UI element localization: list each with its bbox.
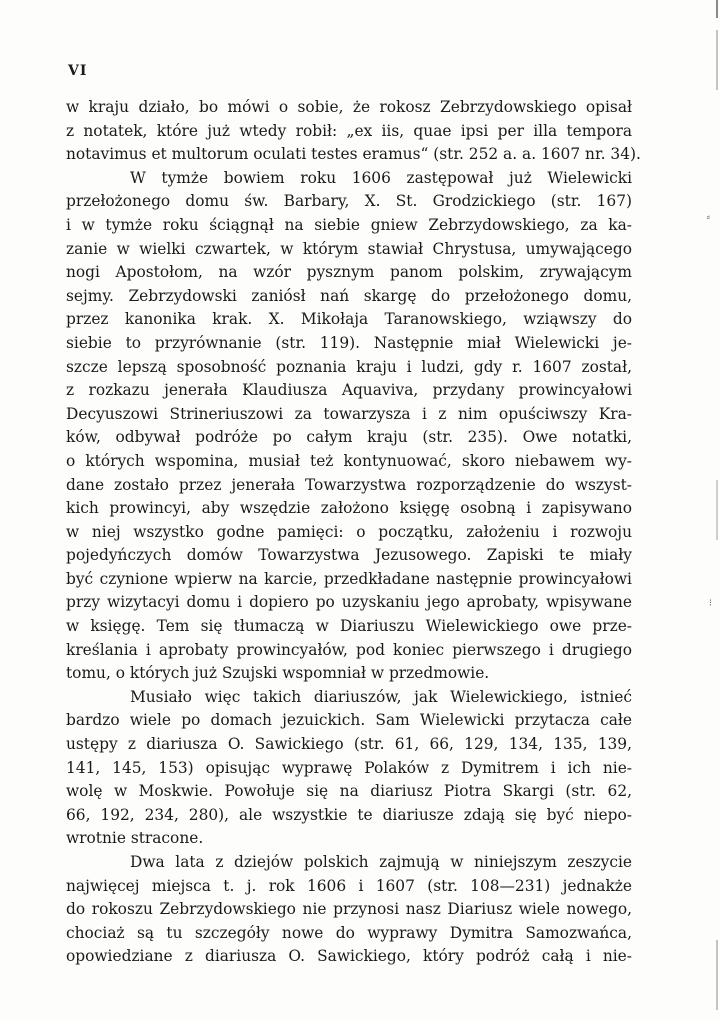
text-line: ustępy z diariusza O. Sawickiego (str. 61, 66, 129, 134, 135, 139, bbox=[66, 735, 632, 754]
text-line: wrotnie stracone. bbox=[66, 829, 204, 848]
text-line: pojedyńczych domów Towarzystwa Jezusowego. Zapiski te miały bbox=[66, 546, 632, 565]
text-line: Decyuszowi Strineriuszowi za towarzysza i z nim opuściwszy Kra- bbox=[66, 404, 632, 423]
text-line: nogi Apostołom, na wzór pysznym panom polskim, zrywającym bbox=[66, 263, 632, 282]
text-line: być czynione wpierw na karcie, przedkładane następnie prowincyałowi bbox=[66, 569, 632, 588]
text-line: kreślania i aprobaty prowincyałów, pod koniec pierwszego i drugiego bbox=[66, 640, 632, 659]
text-line: najwięcej miejsca t. j. rok 1606 i 1607 (str. 108—231) jednakże bbox=[66, 876, 632, 895]
text-line: notavimus et multorum oculati testes eramus“ (str. 252 a. a. 1607 nr. 34). bbox=[66, 145, 641, 164]
text-line: w kraju działo, bo mówi o sobie, że rokosz Zebrzydowskiego opisał bbox=[66, 98, 632, 116]
text-line: przez kanonika krak. X. Mikołaja Taranowskiego, wziąwszy do bbox=[66, 310, 632, 329]
text-line: zanie w wielki czwartek, w którym stawiał Chrystusa, umywającego bbox=[66, 239, 632, 258]
text-line: 66, 192, 234, 280), ale wszystkie te diariusze zdają się być niepo- bbox=[66, 805, 632, 824]
text-line: z notatek, które już wtedy robił: „ex iis, quae ipsi per illa tempora bbox=[66, 121, 632, 140]
scan-edge-mark bbox=[716, 30, 718, 90]
text-line: bardzo wiele po domach jezuickich. Sam Wielewicki przytacza całe bbox=[66, 711, 632, 730]
paragraph-first-line: Dwa lata z dziejów polskich zajmują w niniejszym zeszycie bbox=[130, 853, 632, 871]
scan-speck: ⁝ bbox=[708, 598, 712, 609]
text-line: przełożonego domu św. Barbary, X. St. Grodzickiego (str. 167) bbox=[66, 192, 632, 211]
text-line: z rozkazu jenerała Klaudiusza Aquaviva, przydany prowincyałowi bbox=[66, 381, 632, 400]
text-line: w niej wszystko godne pamięci: o początku, założeniu i rozwoju bbox=[66, 522, 632, 541]
scan-speck: ⸗ bbox=[706, 212, 710, 223]
text-line: o których wspomina, musiał też kontynuować, skoro niebawem wy- bbox=[66, 451, 632, 470]
text-line: ków, odbywał podróże po całym kraju (str. 235). Owe notatki, bbox=[66, 428, 632, 447]
scan-edge-mark bbox=[716, 0, 718, 18]
paragraph-first-line: Musiało więc takich diariuszów, jak Wielewickiego, istnieć bbox=[130, 687, 632, 706]
text-line: i w tymże roku ściągnął na siebie gniew Zebrzydowskiego, za ka- bbox=[66, 215, 632, 234]
text-line: 141, 145, 153) opisując wyprawę Polaków z Dymitrem i ich nie- bbox=[66, 758, 632, 777]
scan-edge-mark bbox=[716, 480, 718, 540]
page-number: VI bbox=[68, 63, 88, 79]
text-line: przy wizytacyi domu i dopiero po uzyskaniu jego aprobaty, wpisywane bbox=[66, 593, 632, 612]
text-line: wolę w Moskwie. Powołuje się na diariusz Piotra Skargi (str. 62, bbox=[66, 782, 632, 801]
text-line: kich prowincyi, aby wszędzie założono księgę osobną i zapisywano bbox=[66, 499, 632, 518]
text-line: szcze lepszą sposobność poznania kraju i ludzi, gdy r. 1607 został, bbox=[66, 357, 632, 376]
text-line: do rokoszu Zebrzydowskiego nie przynosi nasz Diariusz wiele nowego, bbox=[66, 900, 632, 919]
text-line: siebie to przyrównanie (str. 119). Następnie miał Wielewicki je- bbox=[66, 333, 632, 352]
paragraph-first-line: W tymże bowiem roku 1606 zastępował już Wielewicki bbox=[130, 168, 632, 187]
text-line: opowiedziane z diariusza O. Sawickiego, który podróż całą i nie- bbox=[66, 947, 632, 966]
text-line: tomu, o których już Szujski wspomniał w przedmowie. bbox=[66, 664, 490, 683]
text-line: w księgę. Tem się tłumaczą w Diariuszu Wielewickiego owe prze- bbox=[66, 617, 632, 636]
body-text bbox=[66, 96, 641, 969]
text-line: chociaż są tu szczegóły nowe do wyprawy Dymitra Samozwańca, bbox=[66, 923, 632, 942]
text-line: sejmy. Zebrzydowski zaniósł nań skargę do przełożonego domu, bbox=[66, 286, 632, 305]
scan-edge-mark bbox=[716, 940, 718, 1010]
text-line: dane zostało przez jenerała Towarzystwa rozporządzenie do wszyst- bbox=[66, 475, 632, 494]
